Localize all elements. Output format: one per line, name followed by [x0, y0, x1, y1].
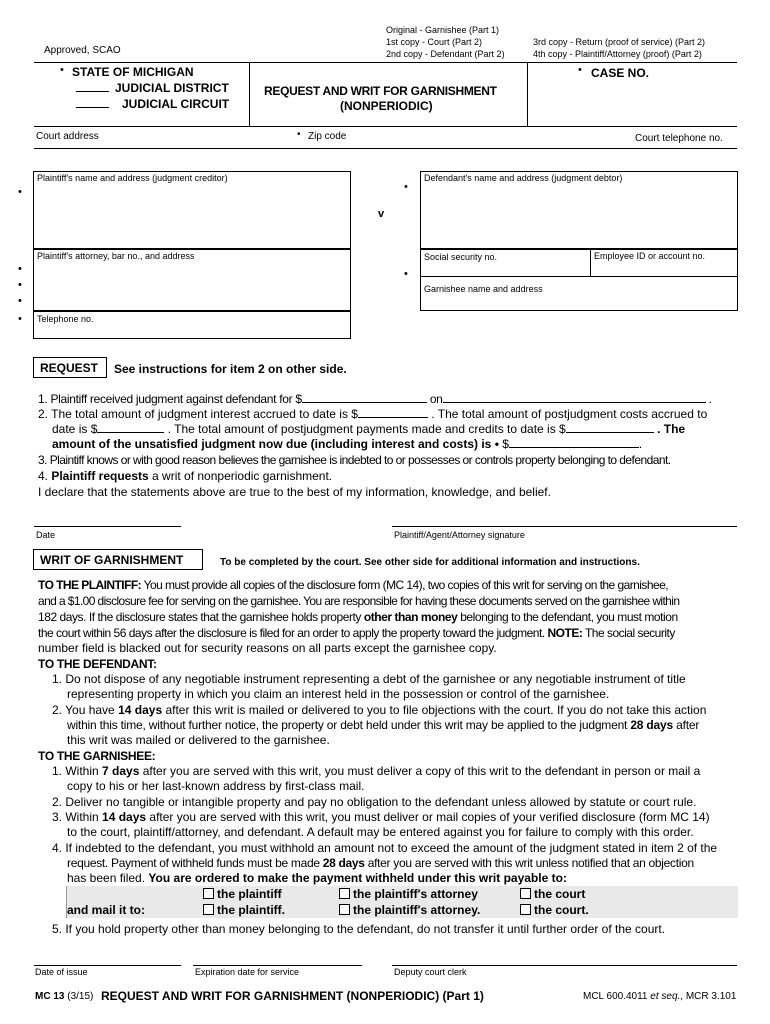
request-item-4: 4. Plaintiff requests a writ of nonperiodic garnishment.: [38, 469, 333, 483]
signature-label: Plaintiff/Agent/Attorney signature: [394, 530, 525, 540]
judgment-amount-field[interactable]: [302, 391, 427, 403]
header-divider-left: [249, 62, 250, 126]
garnishee-item-4-line3: has been filed. You are ordered to make the payment withheld under this writ payable to:: [67, 871, 567, 885]
bullet-defendant: •: [404, 181, 408, 193]
bullet-attorney-1: •: [18, 263, 22, 275]
expiration-date-label: Expiration date for service: [195, 967, 300, 977]
header-divider-right: [527, 62, 528, 126]
footer-form-title: REQUEST AND WRIT FOR GARNISHMENT (NONPERIODIC) (Part 1): [101, 989, 484, 1003]
garnishee-item-4-line1: 4. If indebted to the defendant, you must withhold an amount not to exceed the amount of the judgment stated in item 2 of the: [52, 841, 718, 855]
mail-to-attorney-checkbox[interactable]: [339, 904, 350, 915]
circuit-number-field[interactable]: [76, 107, 109, 108]
copy-third: 3rd copy - Return (proof of service) (Part 2): [533, 37, 706, 47]
mail-to-plaintiff-option[interactable]: the plaintiff.: [203, 903, 285, 919]
plaintiff-name-label: Plaintiff's name and address (judgment creditor): [37, 173, 228, 183]
defendant-item-2-line2: within this time, without further notice, the property or debt held under this writ may be applied to the judgment 28 days after: [67, 718, 700, 732]
to-plaintiff-line4: the court within 56 days after the disclosure is filed for an order to apply the property toward the judgment. NOTE: The social security: [38, 626, 675, 640]
bullet-attorney-2: •: [18, 279, 22, 291]
garnishee-item-1-line1: 1. Within 7 days after you are served with this writ, you must deliver a copy of this writ to the defendant in person or mail a: [52, 764, 701, 778]
garnishee-item-3-line1: 3. Within 14 days after you are served with this writ, you must deliver or mail copies of your verified disclosure (form MC 14): [52, 810, 710, 824]
judicial-circuit: JUDICIAL CIRCUIT: [122, 97, 230, 111]
costs-amount-field[interactable]: [97, 421, 164, 433]
bullet-state: •: [60, 64, 64, 76]
pay-to-attorney-checkbox[interactable]: [339, 888, 350, 899]
request-label: REQUEST: [40, 361, 99, 375]
form-title-line1: REQUEST AND WRIT FOR GARNISHMENT: [264, 84, 497, 98]
request-item-2-line3: amount of the unsatisfied judgment now due (including interest and costs) is • $ .: [52, 437, 643, 451]
defendant-name-label: Defendant's name and address (judgment debtor): [424, 173, 623, 183]
mail-it-to-label: and mail it to:: [67, 903, 145, 917]
request-item-2-line2: date is $ . The total amount of postjudgment payments made and credits to date is $ . The: [52, 422, 686, 436]
mail-to-court-option[interactable]: the court.: [520, 903, 589, 919]
request-instructions: See instructions for item 2 on other side.: [114, 362, 347, 376]
copy-first: 1st copy - Court (Part 2): [386, 37, 483, 47]
court-address-rule: [34, 148, 737, 149]
court-telephone-label: Court telephone no.: [635, 133, 723, 144]
request-item-3: 3. Plaintiff knows or with good reason believes the garnishee is indebted to or possesses or controls property belonging to defendant.: [38, 453, 671, 467]
signature-line[interactable]: [392, 526, 737, 527]
form-id: MC 13 (3/15): [35, 991, 94, 1002]
mail-to-plaintiff-checkbox[interactable]: [203, 904, 214, 915]
garnishee-item-1-line2: copy to his or her last-known address by first-class mail.: [67, 779, 365, 793]
copy-second: 2nd copy - Defendant (Part 2): [386, 49, 505, 59]
approved-scao: Approved, SCAO: [44, 45, 121, 56]
interest-amount-field[interactable]: [358, 406, 428, 418]
deputy-clerk-label: Deputy court clerk: [394, 967, 467, 977]
to-plaintiff-line5: number field is blacked out for security reasons on all parts except the garnishee copy.: [38, 641, 497, 655]
request-date-label: Date: [36, 530, 56, 540]
case-no-label: CASE NO.: [591, 66, 650, 80]
date-of-issue-label: Date of issue: [35, 967, 88, 977]
mail-to-attorney-option[interactable]: the plaintiff's attorney.: [339, 903, 480, 919]
garnishee-item-5: 5. If you hold property other than money belonging to the defendant, do not transfer it until further order of the court.: [52, 922, 666, 936]
form-title-line2: (NONPERIODIC): [340, 99, 433, 113]
telephone-label: Telephone no.: [37, 314, 94, 324]
request-date-line[interactable]: [34, 526, 181, 527]
plaintiff-attorney-label: Plaintiff's attorney, bar no., and address: [37, 251, 195, 261]
ssn-bottom-rule: [420, 276, 738, 277]
court-address-label: Court address: [36, 131, 99, 142]
mcl-citation: MCL 600.4011 et seq., MCR 3.101: [583, 991, 737, 1002]
bullet-zip: •: [297, 129, 301, 140]
defendant-item-1-line1: 1. Do not dispose of any negotiable instrument representing a debt of the garnishee or any negotiable instrument of title: [52, 672, 686, 686]
zip-code-label: Zip code: [308, 131, 347, 142]
defendant-item-2-line3: this writ was mailed or delivered to the garnishee.: [67, 733, 330, 747]
defendant-item-1-line2: representing property in which you claim an interest held in the possession or control of the garnishee.: [67, 687, 610, 701]
to-plaintiff-line1: TO THE PLAINTIFF: You must provide all copies of the disclosure form (MC 14), two copies of this writ for serving on the garnishee,: [38, 578, 669, 592]
pay-to-attorney-option[interactable]: the plaintiff's attorney: [339, 887, 478, 903]
copy-fourth: 4th copy - Plaintiff/Attorney (proof) (Part 2): [533, 49, 702, 59]
to-plaintiff-line2: and a $1.00 disclosure fee for serving on the garnishee. You are responsible for having these documents served on the garnishee within: [38, 594, 680, 608]
bullet-telephone: •: [18, 313, 22, 325]
mail-to-court-checkbox[interactable]: [520, 904, 531, 915]
request-declaration: I declare that the statements above are true to the best of my information, knowledge, and belief.: [38, 485, 551, 499]
copy-original: Original - Garnishee (Part 1): [386, 25, 500, 35]
request-item-1: 1. Plaintiff received judgment against defendant for $ on .: [38, 392, 712, 406]
garnishee-item-3-line2: to the court, plaintiff/attorney, and defendant. A default may be entered against you for failure to comply with this order.: [67, 825, 694, 839]
to-defendant-heading: TO THE DEFENDANT:: [38, 657, 157, 671]
garnishee-item-2: 2. Deliver no tangible or intangible property and pay no obligation to the defendant unless allowed by statute or court rule.: [52, 795, 697, 809]
date-of-issue-line[interactable]: [34, 965, 181, 966]
judicial-district: JUDICIAL DISTRICT: [115, 81, 229, 95]
header-bottom-rule: [34, 126, 737, 127]
unsatisfied-amount-field[interactable]: [509, 436, 639, 448]
header-top-rule: [34, 62, 737, 63]
request-item-2-line1: 2. The total amount of judgment interest accrued to date is $ . The total amount of postjudgment costs accrued to: [38, 407, 708, 421]
pay-to-court-option[interactable]: the court: [520, 887, 585, 903]
state-of-michigan: STATE OF MICHIGAN: [72, 65, 194, 79]
to-plaintiff-line3: 182 days. If the disclosure states that the garnishee holds property other than money belonging to the defendant, you must motion: [38, 610, 678, 624]
employee-id-label: Employee ID or account no.: [594, 251, 706, 261]
court-completion-note: To be completed by the court. See other side for additional information and instructions.: [220, 557, 640, 568]
judgment-date-field[interactable]: [443, 391, 706, 403]
to-garnishee-heading: TO THE GARNISHEE:: [38, 749, 156, 763]
writ-label: WRIT OF GARNISHMENT: [40, 553, 184, 567]
bullet-garnishee: •: [404, 268, 408, 280]
bullet-case: •: [578, 64, 582, 76]
ssn-label: Social security no.: [424, 252, 498, 262]
defendant-item-2-line1: 2. You have 14 days after this writ is mailed or delivered to you to file objections with the court. If you do not take this action: [52, 703, 707, 717]
garnishee-item-4-line2: request. Payment of withheld funds must be made 28 days after you are served with this writ unless notified that an objection: [67, 856, 694, 870]
bullet-plaintiff: •: [18, 186, 22, 198]
deputy-clerk-line[interactable]: [392, 965, 737, 966]
district-number-field[interactable]: [76, 91, 109, 92]
expiration-date-line[interactable]: [193, 965, 362, 966]
pay-to-court-checkbox[interactable]: [520, 888, 531, 899]
versus-label: v: [378, 208, 385, 220]
payments-amount-field[interactable]: [566, 421, 654, 433]
pay-to-plaintiff-option[interactable]: the plaintiff: [203, 887, 282, 903]
pay-to-plaintiff-checkbox[interactable]: [203, 888, 214, 899]
garnishee-label: Garnishee name and address: [424, 284, 543, 294]
bullet-attorney-3: •: [18, 295, 22, 307]
ssn-divider: [590, 249, 591, 276]
